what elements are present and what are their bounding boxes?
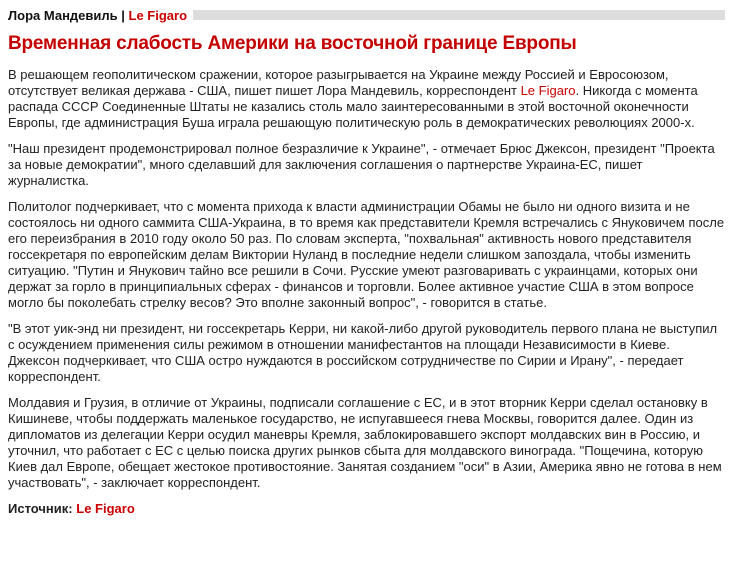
le-figaro-link[interactable]: Le Figaro (520, 83, 576, 98)
byline-separator: | (117, 7, 129, 23)
author-name: Лора Мандевиль (8, 7, 118, 23)
article-paragraph-5: Молдавия и Грузия, в отличие от Украины, подписали соглашение с ЕС, и в этот вторник Керри сделал остановку в Кишиневе, чтобы поддержать маленькое государство, не испугавшееся гнева Москвы, говорится далее. Один из дипломатов из делегации Керри осудил маневры Кремля, заблокировавшего экспорт молдавских вин в Россию, и уточнил, что работает с ЕС с целью поиска других рынков сбыта для молдавского винограда. "Пощечина, которую Киев дал Европе, обещает жестокое противостояние. Занятая созданием "оси" в Азии, Америка явно не готова в нем участвовать", - заключает корреспондент. (8, 395, 722, 490)
article-paragraph-3: Политолог подчеркивает, что с момента прихода к власти администрации Обамы не было ни одного визита и не состоялось ни одного саммита США-Украина, в то время как представители Кремля встречались с Януковичем после его переизбрания в 2010 году около 50 раз. По словам эксперта, "похвальная" активность нового представителя госсекретаря по европейским делам Виктории Нуланд в последние недели слишком запоздала, чтобы изменить ситуацию. "Путин и Янукович тайно все решили в Сочи. Русские умеют разговаривать с украинцами, которых они держат за горло в принципиальных сферах - финансов и торговли. Более активное участие США в этом вопросе могло бы поколебать стрелку весов? Это вполне законный вопрос", - говорится в статье. (8, 199, 725, 310)
paragraph-text: В решающем геополитическом сражении, которое разыгрывается на Украине между Россией и Евросоюзом, отсутствует великая держава - США, пишет пишет Лора Мандевиль, корреспондент (8, 67, 669, 98)
article-paragraph-4: "В этот уик-энд ни президент, ни госсекретарь Керри, ни какой-либо другой руководитель первого плана не выступил с осуждением применения силы режимом в отношении манифестантов на площади Независимости в Киеве. Джексон подчеркивает, что США остро нуждаются в российском сотрудничестве по Сирии и Ирану", - передает корреспондент. (8, 321, 718, 384)
byline (8, 8, 193, 23)
byline-bar (8, 4, 725, 26)
source-link[interactable]: Le Figaro (76, 501, 135, 516)
article-paragraph-2: "Наш президент продемонстрировал полное безразличие к Украине", - отмечает Брюс Джексон, президент "Проекта за новые демократии", много сделавший для заключения соглашения о партнерстве Украина-ЕС, пишет журналистка. (8, 141, 715, 188)
source-line (8, 501, 725, 516)
article-paragraph-1 (8, 67, 725, 131)
source-label: Источник: (8, 501, 73, 516)
header-rule (193, 10, 725, 20)
article-title: Временная слабость Америки на восточной границе Европы (8, 33, 577, 54)
paragraph-text: . Никогда с момента распада СССР Соединенные Штаты не казались столь мало заинтересованными в этой восточной оконечности Европы, где администрация Буша играла решающую политическую роль в демократических революциях 2000-х. (8, 83, 698, 130)
publication-name: Le Figaro (128, 7, 188, 23)
